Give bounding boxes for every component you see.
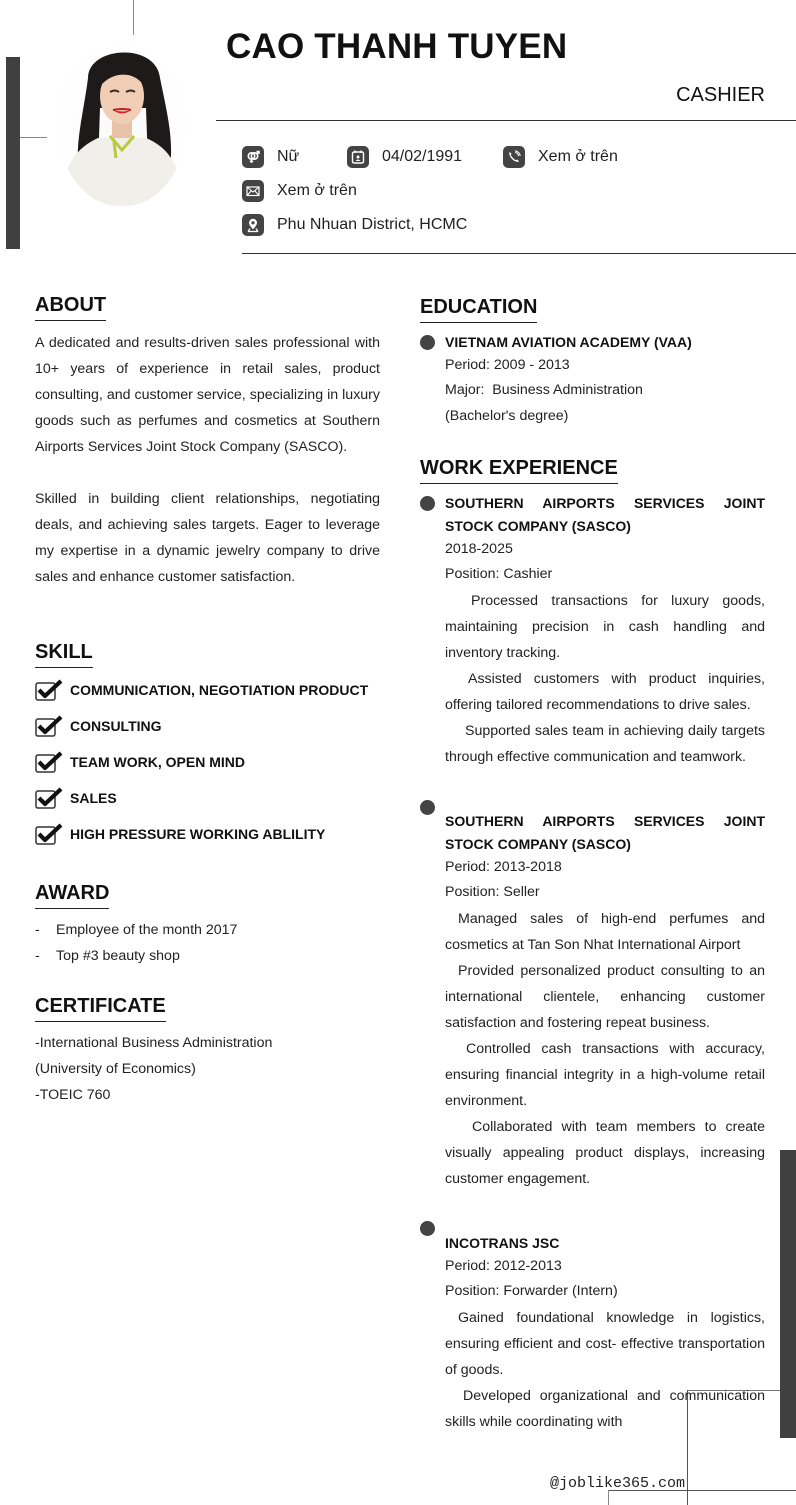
about-paragraph: Skilled in building client relationships, negotiating deals, and achieving sales targets. Eager to leverage my expertise in a dynamic jewelry company to drive sales and enhance customer satisfaction.	[35, 491, 380, 585]
certificate-line: -TOEIC 760	[35, 1087, 111, 1103]
section-title-education: EDUCATION	[420, 295, 537, 323]
calendar-icon	[347, 146, 369, 168]
company-name: SOUTHERN AIRPORTS SERVICES JOINT STOCK COMPANY (SASCO)	[445, 495, 765, 534]
checkbox-checked-icon	[35, 714, 63, 738]
skill-item: COMMUNICATION, NEGOTIATION PRODUCT	[35, 678, 368, 702]
job-position: Position: Forwarder (Intern)	[445, 1283, 618, 1299]
checkbox-checked-icon	[35, 786, 63, 810]
decorative-left-bar	[6, 57, 20, 249]
award-item: - Top #3 beauty shop	[35, 948, 180, 964]
school-name: VIETNAM AVIATION ACADEMY (VAA)	[445, 334, 692, 350]
education-major: Major: Business Administration	[445, 382, 643, 398]
certificate-line: -International Business Administration	[35, 1035, 273, 1051]
checkbox-checked-icon	[35, 822, 63, 846]
job-bullet: Collaborated with team members to create visually appealing product displays, increasing customer engagement.	[445, 1119, 765, 1187]
certificate-line: (University of Economics)	[35, 1061, 196, 1077]
contact-phone	[503, 146, 618, 168]
email-value: Xem ở trên	[277, 182, 357, 199]
skill-item: HIGH PRESSURE WORKING ABLILITY	[35, 822, 325, 846]
job-bullet: Provided personalized product consulting to an international clientele, enhancing customer satisfaction and fostering repeat business.	[445, 963, 765, 1031]
decorative-line	[20, 137, 47, 138]
company-name: INCOTRANS JSC	[445, 1235, 560, 1251]
location-icon	[242, 214, 264, 236]
phone-value: Xem ở trên	[538, 148, 618, 165]
job-bullet: Developed organizational and communication skills while coordinating with	[445, 1388, 765, 1430]
gender-icon	[242, 146, 264, 168]
checkbox-checked-icon	[35, 750, 63, 774]
decorative-line	[133, 0, 134, 35]
job-period: 2018-2025	[445, 541, 513, 557]
address-value: Phu Nhuan District, HCMC	[277, 216, 468, 233]
section-title-certificate: CERTIFICATE	[35, 994, 166, 1022]
job-title: CASHIER	[676, 84, 765, 106]
about-paragraph: A dedicated and results-driven sales professional with 10+ years of experience in retail sales, product consulting, and customer service, specializing in luxury goods such as perfumes and cosmetics at Southern Airports Services Joint Stock Company (SASCO).	[35, 335, 380, 455]
section-title-about: ABOUT	[35, 293, 106, 321]
section-title-work-experience: WORK EXPERIENCE	[420, 456, 618, 484]
decorative-line	[608, 1490, 609, 1505]
contact-email	[242, 180, 357, 202]
portrait-image	[58, 38, 186, 206]
job-bullet: Controlled cash transactions with accuracy, ensuring financial integrity in a high-volume retail environment.	[445, 1041, 765, 1109]
profile-photo	[58, 38, 186, 206]
phone-icon	[503, 146, 525, 168]
job-bullet: Assisted customers with product inquiries, offering tailored recommendations to drive sales.	[445, 671, 765, 713]
job-period: Period: 2013-2018	[445, 859, 562, 875]
job-bullet: Gained foundational knowledge in logistics, ensuring efficient and cost- effective transportation of goods.	[445, 1310, 765, 1378]
skill-item: TEAM WORK, OPEN MIND	[35, 750, 245, 774]
job-position: Position: Seller	[445, 884, 540, 900]
timeline-dot	[420, 1221, 435, 1236]
checkbox-checked-icon	[35, 678, 63, 702]
education-degree: (Bachelor's degree)	[445, 408, 569, 424]
job-bullet: Managed sales of high-end perfumes and cosmetics at Tan Son Nhat International Airport	[445, 911, 765, 953]
decorative-right-bar	[780, 1150, 796, 1438]
timeline-dot	[420, 800, 435, 815]
email-icon	[242, 180, 264, 202]
divider	[242, 253, 796, 254]
section-title-skill: SKILL	[35, 640, 93, 668]
job-position: Position: Cashier	[445, 566, 553, 582]
divider	[216, 120, 796, 121]
timeline-dot	[420, 496, 435, 511]
candidate-name: CAO THANH TUYEN	[226, 27, 568, 66]
job-bullet: Supported sales team in achieving daily targets through effective communication and teamwork.	[445, 723, 765, 765]
section-title-award: AWARD	[35, 881, 109, 909]
job-period: Period: 2012-2013	[445, 1258, 562, 1274]
contact-birthday	[347, 146, 462, 168]
company-name: SOUTHERN AIRPORTS SERVICES JOINT STOCK COMPANY (SASCO)	[445, 813, 765, 852]
skill-item: SALES	[35, 786, 117, 810]
skill-item: CONSULTING	[35, 714, 162, 738]
watermark: @joblike365.com	[550, 1475, 686, 1492]
timeline-dot	[420, 335, 435, 350]
award-item: - Employee of the month 2017	[35, 922, 238, 938]
contact-address	[242, 214, 467, 236]
job-bullet: Processed transactions for luxury goods, maintaining precision in cash handling and inventory tracking.	[445, 593, 765, 661]
gender-value: Nữ	[277, 148, 300, 165]
birthday-value: 04/02/1991	[382, 148, 463, 165]
contact-gender	[242, 146, 299, 168]
education-period: Period: 2009 - 2013	[445, 357, 570, 373]
